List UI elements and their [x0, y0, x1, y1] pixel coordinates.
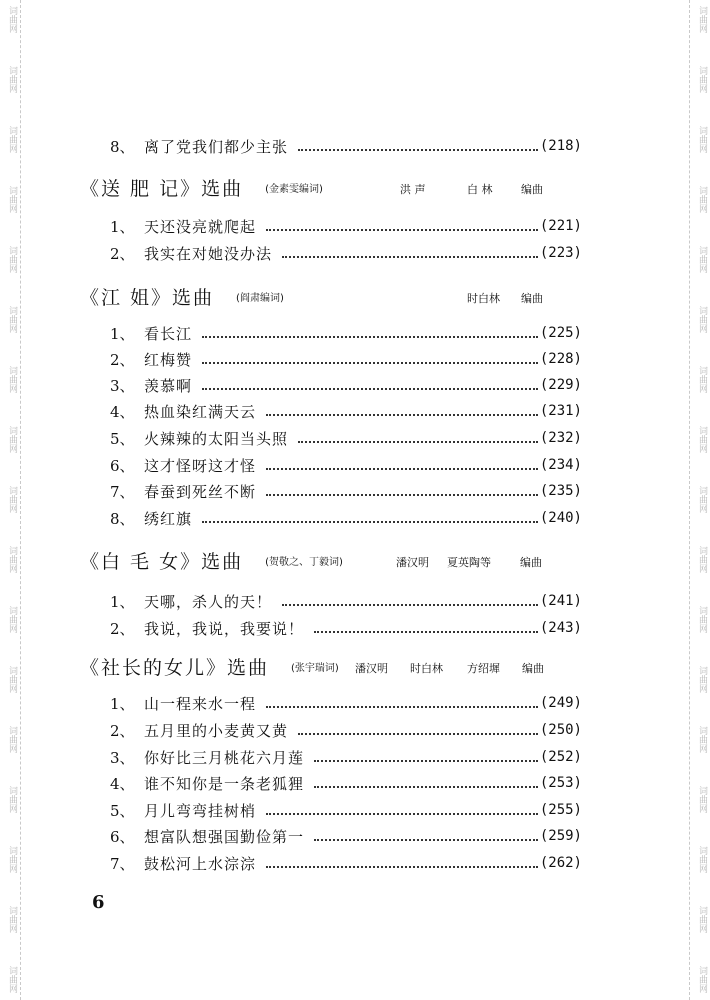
section-lyricist: (阎肃编词) [236, 292, 284, 304]
entry-number: 5、 [110, 429, 135, 448]
section-arranger: 白 林 [467, 183, 493, 196]
entry-number: 3、 [110, 748, 135, 767]
entry-title: 绣红旗 [144, 509, 193, 528]
dot-leader [266, 467, 538, 470]
dot-leader [298, 440, 538, 443]
toc-entry[interactable] [110, 825, 582, 847]
entry-title: 我实在对她没办法 [144, 244, 273, 263]
dot-leader [266, 228, 538, 231]
entry-title: 羡慕啊 [144, 376, 193, 395]
section-heading [80, 283, 284, 309]
entry-page: (225) [539, 325, 582, 341]
toc-entry[interactable] [110, 242, 582, 264]
entry-number: 4、 [110, 774, 135, 793]
watermark-text: 词曲网 [7, 306, 17, 333]
toc-entry[interactable] [110, 400, 582, 422]
dot-leader [298, 732, 538, 735]
dot-leader [266, 705, 538, 708]
dot-leader [202, 335, 538, 338]
section-heading [80, 174, 323, 200]
section-arranger: 方绍墀 [467, 662, 500, 675]
dot-leader [314, 630, 538, 633]
watermark-text: 词曲网 [7, 6, 17, 33]
entry-page: (262) [539, 855, 582, 871]
watermark-text: 词曲网 [7, 846, 17, 873]
toc-entry[interactable] [110, 799, 582, 821]
entry-title: 看长江 [144, 324, 193, 343]
watermark-text: 词曲网 [697, 726, 707, 753]
dot-leader [266, 493, 538, 496]
entry-title: 五月里的小麦黄又黄 [144, 721, 289, 740]
entry-number: 1、 [110, 217, 135, 236]
entry-title: 我说，我说，我要说！ [144, 619, 305, 638]
entry-page: (232) [539, 430, 582, 446]
watermark-text: 词曲网 [7, 786, 17, 813]
watermark-text: 词曲网 [697, 966, 707, 993]
section-arranger-role: 编曲 [521, 183, 543, 196]
section-lyricist: (贺敬之、丁毅词) [265, 556, 343, 568]
dot-leader [282, 603, 538, 606]
entry-title: 鼓松河上水淙淙 [144, 854, 257, 873]
toc-entry[interactable] [110, 746, 582, 768]
entry-title: 谁不知你是一条老狐狸 [144, 774, 305, 793]
entry-title: 你好比三月桃花六月莲 [144, 748, 305, 767]
watermark-text: 词曲网 [697, 666, 707, 693]
entry-number: 7、 [110, 482, 135, 501]
dot-leader [282, 255, 538, 258]
section-title: 《送 肥 记》选曲 [80, 177, 244, 200]
entry-page: (243) [539, 620, 582, 636]
section-arranger-role: 编曲 [521, 292, 543, 305]
toc-entry[interactable] [110, 590, 582, 612]
dot-leader [298, 148, 538, 151]
entry-title: 月儿弯弯挂树梢 [144, 801, 257, 820]
entry-number: 2、 [110, 721, 135, 740]
entry-page: (235) [539, 483, 582, 499]
entry-number: 3、 [110, 376, 135, 395]
entry-title: 这才怪呀这才怪 [144, 456, 257, 475]
dot-leader [266, 865, 538, 868]
entry-page: (231) [539, 403, 582, 419]
dot-leader [314, 838, 538, 841]
entry-number: 1、 [110, 324, 135, 343]
dot-leader [202, 520, 538, 523]
section-lyricist: (张宇瑞词) [291, 662, 339, 674]
section-arranger: 潘汉明 [355, 662, 388, 675]
toc-entry[interactable] [110, 852, 582, 874]
dot-leader [314, 759, 538, 762]
toc-entry[interactable] [110, 135, 582, 157]
watermark-text: 词曲网 [697, 6, 707, 33]
section-arranger-role: 编曲 [522, 662, 544, 675]
entry-title: 热血染红满天云 [144, 402, 257, 421]
entry-page: (241) [539, 593, 582, 609]
watermark-text: 词曲网 [7, 726, 17, 753]
entry-title: 山一程来水一程 [144, 694, 257, 713]
watermark-text: 词曲网 [7, 186, 17, 213]
section-arranger: 洪 声 [400, 183, 426, 196]
entry-page: (234) [539, 457, 582, 473]
entry-page: (229) [539, 377, 582, 393]
watermark-text: 词曲网 [697, 546, 707, 573]
watermark-text: 词曲网 [697, 486, 707, 513]
entry-number: 8、 [110, 509, 135, 528]
entry-number: 2、 [110, 619, 135, 638]
toc-entry[interactable] [110, 719, 582, 741]
entry-page: (228) [539, 351, 582, 367]
watermark-text: 词曲网 [7, 426, 17, 453]
watermark-text: 词曲网 [7, 366, 17, 393]
toc-entry[interactable] [110, 322, 582, 344]
toc-entry[interactable] [110, 772, 582, 794]
dot-leader [314, 785, 538, 788]
entry-title: 天还没亮就爬起 [144, 217, 257, 236]
watermark-text: 词曲网 [7, 966, 17, 993]
watermark-text: 词曲网 [697, 306, 707, 333]
toc-entry[interactable] [110, 348, 582, 370]
entry-page: (240) [539, 510, 582, 526]
toc-entry[interactable] [110, 427, 582, 449]
watermark-text: 词曲网 [7, 606, 17, 633]
entry-number: 7、 [110, 854, 135, 873]
toc-entry[interactable] [110, 480, 582, 502]
entry-number: 6、 [110, 827, 135, 846]
watermark-text: 词曲网 [697, 846, 707, 873]
entry-number: 5、 [110, 801, 135, 820]
entry-title: 红梅赞 [144, 350, 193, 369]
toc-entry[interactable] [110, 374, 582, 396]
watermark-text: 词曲网 [7, 486, 17, 513]
section-title: 《白 毛 女》选曲 [80, 550, 244, 573]
watermark-text: 词曲网 [697, 126, 707, 153]
entry-title: 火辣辣的太阳当头照 [144, 429, 289, 448]
dot-leader [202, 387, 538, 390]
section-title: 《江 姐》选曲 [80, 286, 215, 309]
entry-page: (250) [539, 722, 582, 738]
watermark-text: 词曲网 [7, 66, 17, 93]
entry-number: 4、 [110, 402, 135, 421]
entry-number: 2、 [110, 244, 135, 263]
watermark-text: 词曲网 [697, 606, 707, 633]
watermark-text: 词曲网 [7, 666, 17, 693]
watermark-text: 词曲网 [697, 246, 707, 273]
entry-number: 1、 [110, 694, 135, 713]
entry-title: 天哪，杀人的天！ [144, 592, 273, 611]
entry-number: 1、 [110, 592, 135, 611]
watermark-text: 词曲网 [7, 126, 17, 153]
entry-page: (249) [539, 695, 582, 711]
entry-title: 春蚕到死丝不断 [144, 482, 257, 501]
entry-page: (253) [539, 775, 582, 791]
watermark-text: 词曲网 [697, 786, 707, 813]
page-number: 6 [92, 892, 105, 913]
watermark-text: 词曲网 [7, 246, 17, 273]
watermark-text: 词曲网 [697, 426, 707, 453]
watermark-text: 词曲网 [697, 186, 707, 213]
section-lyricist: (金素雯编词) [265, 183, 323, 195]
entry-page: (252) [539, 749, 582, 765]
toc-entry[interactable] [110, 215, 582, 237]
entry-page: (221) [539, 218, 582, 234]
section-heading [80, 653, 339, 679]
toc-entry[interactable] [110, 692, 582, 714]
dot-leader [266, 413, 538, 416]
entry-title: 想富队想强国勤俭第一 [144, 827, 305, 846]
dot-leader [202, 361, 538, 364]
section-arranger-role: 编曲 [520, 556, 542, 569]
entry-number: 2、 [110, 350, 135, 369]
entry-number: 6、 [110, 456, 135, 475]
dot-leader [266, 812, 538, 815]
entry-page: (223) [539, 245, 582, 261]
toc-entry[interactable] [110, 454, 582, 476]
entry-page: (255) [539, 802, 582, 818]
watermark-text: 词曲网 [697, 366, 707, 393]
section-title: 《社长的女儿》选曲 [80, 656, 270, 679]
entry-page: (259) [539, 828, 582, 844]
toc-entry[interactable] [110, 617, 582, 639]
entry-title: 离了党我们都少主张 [144, 137, 289, 156]
section-arranger: 时白林 [410, 662, 443, 675]
section-arranger: 夏英陶等 [447, 556, 491, 569]
section-arranger: 时白林 [467, 292, 500, 305]
watermark-text: 词曲网 [697, 66, 707, 93]
watermark-text: 词曲网 [7, 546, 17, 573]
toc-entry[interactable] [110, 507, 582, 529]
watermark-text: 词曲网 [7, 906, 17, 933]
entry-number: 8、 [110, 137, 135, 156]
entry-page: (218) [539, 138, 582, 154]
section-arranger: 潘汉明 [396, 556, 429, 569]
watermark-text: 词曲网 [697, 906, 707, 933]
section-heading [80, 547, 343, 573]
